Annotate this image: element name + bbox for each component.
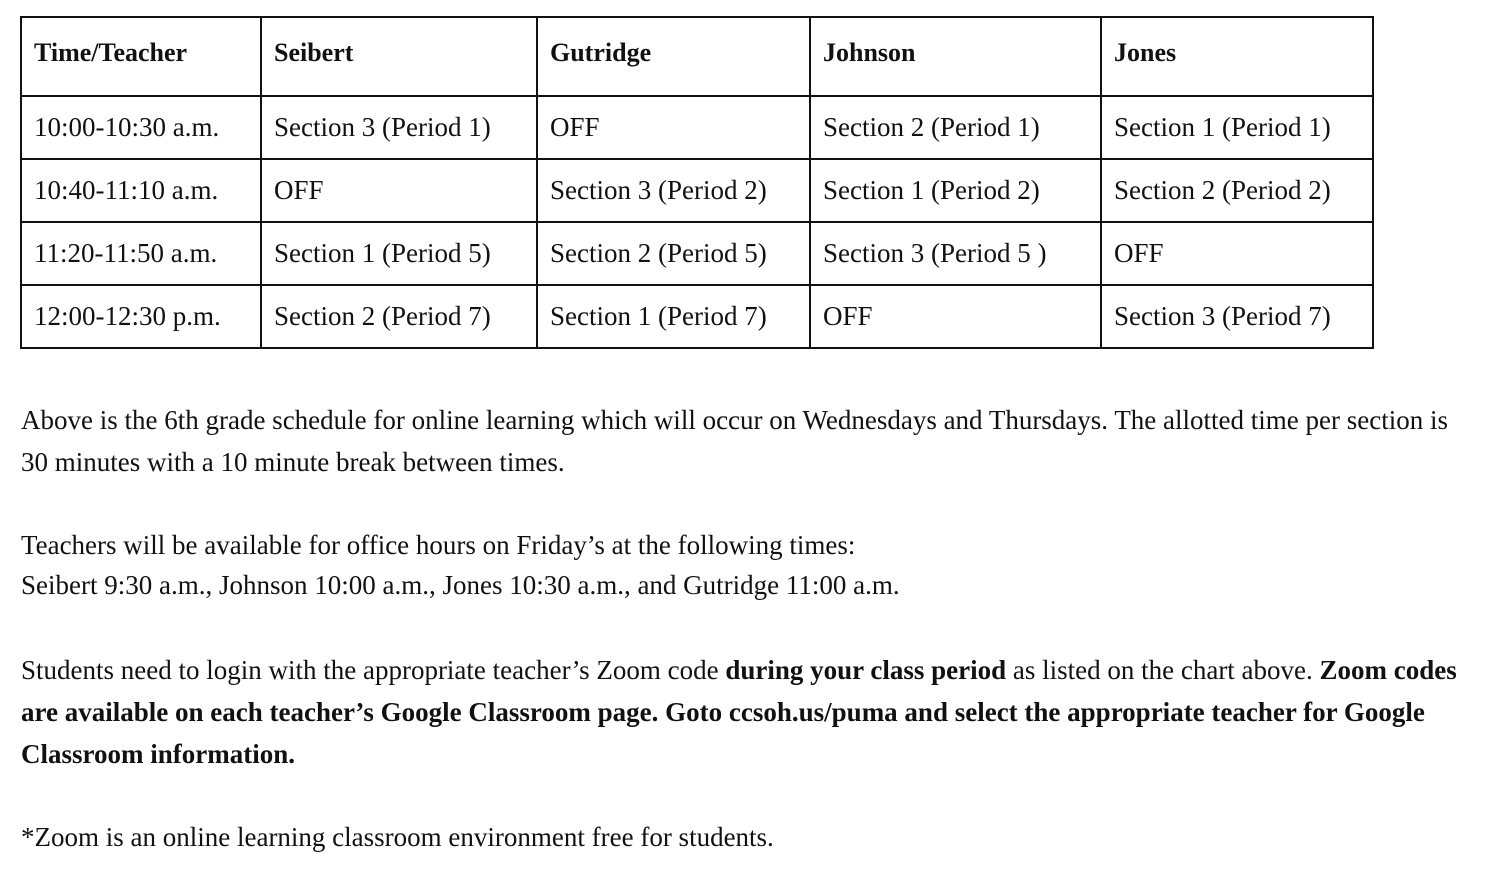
intro-paragraph: Above is the 6th grade schedule for online learning which will occur on Wednesdays and Thursdays. The allotted time per section is 30 minutes with a 10 minute break between times. xyxy=(21,405,1448,477)
table-header-row xyxy=(21,17,1373,96)
table-cell: Section 1 (Period 5) xyxy=(261,222,537,285)
table-cell: Section 3 (Period 7) xyxy=(1101,285,1373,348)
header-jones: Jones xyxy=(1101,17,1373,96)
table-cell: Section 1 (Period 1) xyxy=(1101,96,1373,159)
table-row xyxy=(21,159,1373,222)
office-hours-times: Seibert 9:30 a.m., Johnson 10:00 a.m., Jones 10:30 a.m., and Gutridge 11:00 a.m. xyxy=(21,570,900,600)
table-cell: OFF xyxy=(810,285,1101,348)
table-cell: Section 2 (Period 7) xyxy=(261,285,537,348)
time-cell: 10:00-10:30 a.m. xyxy=(21,96,261,159)
login-paragraph xyxy=(21,649,1486,775)
office-hours-intro: Teachers will be available for office hours on Friday’s at the following times: xyxy=(21,530,856,560)
table-cell: Section 3 (Period 5 ) xyxy=(810,222,1101,285)
table-row xyxy=(21,222,1373,285)
table-cell: Section 1 (Period 7) xyxy=(537,285,810,348)
table-cell: OFF xyxy=(1101,222,1373,285)
table-cell: OFF xyxy=(261,159,537,222)
office-hours-paragraph xyxy=(21,525,1480,605)
table-cell: Section 2 (Period 1) xyxy=(810,96,1101,159)
time-cell: 12:00-12:30 p.m. xyxy=(21,285,261,348)
login-text-middle: as listed on the chart above. xyxy=(1006,655,1320,685)
zoom-codes-instructions: Zoom codes are available on each teacher’s Google Classroom page. Goto ccsoh.us/puma and select the appropriate teacher for Google Classroom information. xyxy=(21,655,1457,769)
table-row xyxy=(21,96,1373,159)
table-cell: Section 2 (Period 2) xyxy=(1101,159,1373,222)
schedule-table xyxy=(20,16,1374,349)
table-cell: Section 1 (Period 2) xyxy=(810,159,1101,222)
header-time-teacher: Time/Teacher xyxy=(21,17,261,96)
table-row xyxy=(21,285,1373,348)
table-cell: Section 2 (Period 5) xyxy=(537,222,810,285)
login-emphasis-period: during your class period xyxy=(725,655,1007,685)
header-seibert: Seibert xyxy=(261,17,537,96)
table-cell: Section 3 (Period 2) xyxy=(537,159,810,222)
table-cell: Section 3 (Period 1) xyxy=(261,96,537,159)
header-johnson: Johnson xyxy=(810,17,1101,96)
header-gutridge: Gutridge xyxy=(537,17,810,96)
login-text-start: Students need to login with the appropriate teacher’s Zoom code xyxy=(21,655,726,685)
time-cell: 10:40-11:10 a.m. xyxy=(21,159,261,222)
time-cell: 11:20-11:50 a.m. xyxy=(21,222,261,285)
zoom-footnote: *Zoom is an online learning classroom environment free for students. xyxy=(21,822,774,852)
table-cell: OFF xyxy=(537,96,810,159)
